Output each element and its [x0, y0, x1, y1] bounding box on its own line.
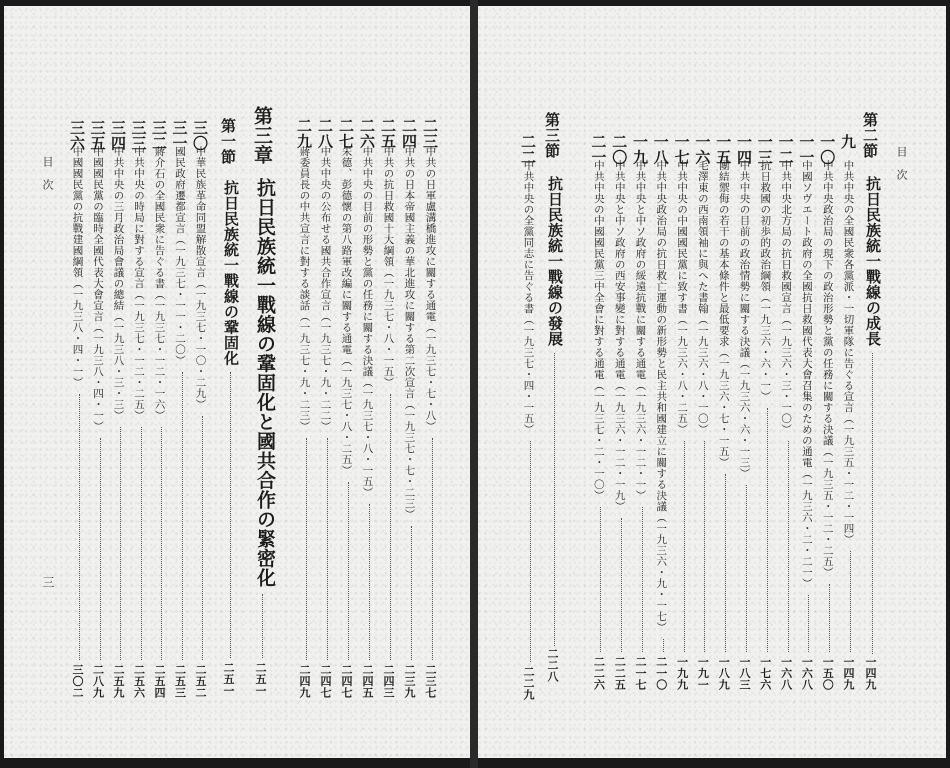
entry-number: 二一	[589, 134, 608, 165]
dotted-leader	[390, 394, 391, 660]
dotted-leader	[600, 507, 601, 652]
dotted-leader	[684, 441, 685, 652]
entry-title: 蔣介石の全國民衆に告ぐる書（一九三七・一二・一六）	[153, 146, 166, 421]
entry-number: 二三	[421, 118, 439, 149]
entry-title: 中共中央と中ソ政府の西安事變に對する通電（一九三六・一二・一九）	[613, 160, 626, 512]
entry-number: 二七	[337, 118, 355, 149]
section-page: 二五一	[222, 662, 235, 697]
dotted-leader	[348, 482, 349, 660]
entry-number: 二八	[316, 118, 334, 149]
dotted-leader	[327, 438, 328, 660]
dotted-leader	[161, 427, 162, 660]
entry-page: 二三九	[403, 664, 416, 699]
dotted-leader	[79, 394, 80, 660]
section-page: 二二八	[546, 648, 559, 683]
entry-title: 朱德、彭德懷の第八路軍改編に關する通電（一九三七・八・二五）	[340, 146, 353, 476]
entry-page: 一五〇	[821, 656, 835, 691]
toc-entry	[694, 6, 716, 758]
entry-page: 二四七	[340, 664, 353, 699]
section-page: 一四九	[864, 656, 877, 691]
right-page	[478, 6, 946, 758]
entry-title: 中華民族革命同盟解散宣言（一九三七・一〇・二九）	[194, 146, 207, 410]
entry-title: 中共中央政治局の現下の政治形勢と黨の任務に關する決議（一九三五・一二・二五）	[821, 160, 834, 578]
entry-number: 一四	[735, 134, 753, 165]
toc-entry	[401, 6, 423, 758]
toc-entry	[798, 6, 820, 758]
entry-number: 二九	[295, 118, 313, 149]
entry-page: 二八九	[91, 664, 105, 699]
section-label: 第二節	[861, 112, 879, 159]
entry-title: 中共中央の時局に對する宣言（一九三七・一二・二五）	[133, 146, 145, 421]
left-page	[4, 6, 470, 758]
toc-entry	[520, 6, 542, 758]
section-label: 第一節	[219, 118, 237, 165]
entry-page: 三〇二	[71, 664, 84, 699]
dotted-leader	[704, 441, 705, 652]
entry-page: 二四三	[382, 664, 395, 699]
dotted-leader	[767, 408, 768, 652]
entry-title: 中共中央の公布せる國共合作宣言（一九三七・九・二二）	[319, 146, 332, 432]
toc-entry	[296, 6, 318, 758]
dotted-leader	[642, 507, 643, 652]
left-page-number: 三	[41, 576, 55, 589]
entry-page: 二五二	[194, 664, 207, 699]
entry-number: 三二	[150, 120, 168, 151]
entry-number: 一三	[755, 134, 774, 165]
dotted-leader	[230, 372, 231, 658]
entry-title: 抗日救國の初歩的政治綱領（一九三六・六・一）	[759, 160, 772, 402]
section-heading	[544, 6, 566, 758]
toc-entry	[380, 6, 402, 758]
left-header: 目 次	[41, 156, 54, 191]
entry-page: 二五四	[153, 664, 166, 699]
toc-entry	[840, 6, 862, 758]
entry-number: 一六	[693, 134, 712, 165]
toc-entry	[757, 6, 779, 758]
entry-number: 三四	[109, 120, 127, 151]
section-heading	[220, 6, 242, 758]
chapter-page: 二五一	[254, 662, 267, 697]
book-gutter	[470, 0, 478, 768]
toc-entry	[590, 6, 612, 758]
dotted-leader	[850, 551, 851, 652]
entry-page: 二五六	[132, 664, 146, 699]
entry-number: 三六	[68, 120, 86, 151]
entry-number: 二二	[519, 134, 537, 165]
entry-title: 蔣委員長の中共宣言に對する談話（一九三七・九・二三）	[298, 146, 311, 432]
section-title: 抗日民族統一戰線の鞏固化	[222, 180, 240, 366]
chapter-heading	[252, 6, 274, 758]
entry-page: 一四九	[842, 656, 855, 691]
dotted-leader	[530, 441, 531, 662]
entry-page: 一八三	[738, 656, 751, 691]
entry-page: 二一七	[634, 656, 647, 691]
dotted-leader	[872, 353, 873, 655]
entry-page: 二二九	[522, 666, 535, 701]
entry-number: 二六	[358, 118, 376, 149]
right-header: 目 次	[895, 146, 908, 181]
entry-page: 一九一	[696, 656, 710, 691]
entry-title: 中共の日軍盧溝橋進攻に關する通電（一九三七・七・八）	[424, 146, 437, 432]
dotted-leader	[306, 438, 307, 660]
dotted-leader	[808, 595, 809, 652]
entry-number: 一五	[714, 134, 733, 165]
section-title: 抗日民族統一戰線の發展	[546, 176, 564, 347]
entry-title: 中共中央の全國民衆各黨派・一切軍隊に告ぐる宣言（一九三五・一二・一四）	[842, 160, 855, 545]
toc-entry	[338, 6, 360, 758]
entry-page: 一七六	[758, 656, 772, 691]
entry-page: 二一〇	[654, 656, 668, 691]
entry-title: 中共中央の全黨同志に告ぐる書（一九三七・四・一五）	[522, 160, 535, 435]
dotted-leader	[829, 584, 830, 652]
entry-page: 二五九	[112, 664, 125, 699]
dotted-leader	[262, 594, 263, 659]
chapter-title: 抗日民族統一戰線の鞏固化と國共合作の緊密化	[254, 178, 276, 588]
toc-entry	[172, 6, 194, 758]
dotted-leader	[141, 427, 142, 660]
dotted-leader	[120, 427, 121, 660]
dotted-leader	[621, 518, 622, 652]
entry-page: 一六八	[800, 656, 814, 691]
entry-page: 二四七	[319, 664, 332, 699]
entry-number: 三三	[129, 120, 148, 151]
toc-entry	[359, 6, 381, 758]
entry-number: 二四	[400, 118, 418, 149]
dotted-leader	[746, 485, 747, 652]
entry-title: 中共中央の三月政治局會議の總結（一九三八・三・三）	[112, 146, 125, 421]
entry-page: 二五三	[173, 664, 187, 699]
entry-title: 中共中央と中ソ政府の綏遠抗戰に關する通電（一九三六・一二・一）	[634, 160, 647, 501]
toc-entry	[736, 6, 758, 758]
entry-number: 一〇	[818, 134, 837, 165]
entry-title: 中共の抗日救國十大綱領（一九三七・八・一五）	[382, 146, 395, 388]
entry-page: 二三七	[424, 664, 437, 699]
entry-title: 中共中央北方局の抗日救國宣言（一九三六・三・一〇）	[780, 160, 793, 435]
dotted-leader	[725, 474, 726, 652]
entry-page: 一六八	[779, 656, 793, 691]
chapter-label: 第三章	[251, 106, 273, 165]
entry-title: 中國國民黨の抗戰建國綱領（一九三八・四・一）	[71, 146, 84, 388]
toc-entry	[317, 6, 339, 758]
dotted-leader	[663, 639, 664, 652]
entry-number: 二〇	[610, 134, 629, 165]
entry-title: 中國國民黨の臨時全國代表大會宣言（一九三八・四・一）	[92, 146, 104, 432]
dotted-leader	[554, 353, 555, 647]
entry-number: 一二	[776, 134, 795, 165]
toc-entry	[90, 6, 112, 758]
entry-title: 國民政府遷都宣言（一九三七・一一・二〇）	[174, 146, 186, 366]
section-title: 抗日民族統一戰線の成長	[864, 176, 882, 347]
entry-title: 中國ソヴエート政府の全國抗日救國代表大會召集のための通電（一九三六・二・二一）	[800, 160, 813, 589]
entry-title: 中共中央の目前の政治情勢に關する決議（一九三六・六・一三）	[738, 160, 751, 479]
entry-title: 中共中央政治局の抗日救亡運動の新形勢と民主共和國建立に關する決議（一九三六・九・一七）	[655, 160, 668, 633]
entry-page: 一八九	[717, 656, 731, 691]
entry-page: 一九九	[675, 656, 689, 691]
toc-entry	[715, 6, 737, 758]
entry-number: 一七	[672, 134, 691, 165]
dotted-leader	[432, 438, 433, 660]
toc-entry	[674, 6, 696, 758]
toc-entry	[69, 6, 91, 758]
dotted-leader	[100, 438, 101, 660]
toc-entry	[151, 6, 173, 758]
toc-entry	[422, 6, 444, 758]
entry-number: 一八	[651, 134, 670, 165]
toc-entry	[110, 6, 132, 758]
entry-number: 二五	[379, 118, 397, 149]
entry-number: 九	[839, 134, 857, 150]
dotted-leader	[788, 441, 789, 652]
entry-title: 團結禦侮の若干の基本條件と最低要求（一九三六・七・一五）	[717, 160, 730, 468]
toc-entry	[131, 6, 153, 758]
entry-page: 二二六	[592, 656, 606, 691]
entry-page: 二四九	[298, 664, 311, 699]
toc-entry	[192, 6, 214, 758]
entry-title: 中共中央の中國國民黨三中全會に對する通電（一九三七・二・一〇）	[592, 160, 605, 501]
entry-number: 三一	[170, 120, 189, 151]
entry-title: 中共中央の目前の形勢と黨の任務に關する決議（一九三七・八・一五）	[361, 146, 374, 498]
dotted-leader	[411, 526, 412, 660]
entry-title: 中共の日本帝國主義の華北進攻に關する第二次宣言（一九三七・七・二三）	[403, 146, 416, 520]
entry-page: 二二五	[613, 656, 627, 691]
toc-entry	[819, 6, 841, 758]
entry-number: 三〇	[191, 120, 209, 151]
entry-number: 一一	[797, 134, 816, 165]
entry-number: 一九	[631, 134, 649, 165]
dotted-leader	[369, 504, 370, 660]
toc-entry	[632, 6, 654, 758]
toc-entry	[653, 6, 675, 758]
dotted-leader	[202, 416, 203, 660]
entry-title: 毛澤東の西南領袖に與へた書翰（一九三六・八・一〇）	[696, 160, 709, 435]
entry-title: 中共中央の中國國民黨に致す書（一九三六・八・二五）	[676, 160, 689, 435]
toc-entry	[611, 6, 633, 758]
section-label: 第三節	[543, 112, 561, 159]
entry-page: 二四五	[361, 664, 374, 699]
toc-entry	[778, 6, 800, 758]
section-heading	[862, 6, 884, 758]
dotted-leader	[182, 372, 183, 660]
entry-number: 三五	[88, 120, 107, 151]
